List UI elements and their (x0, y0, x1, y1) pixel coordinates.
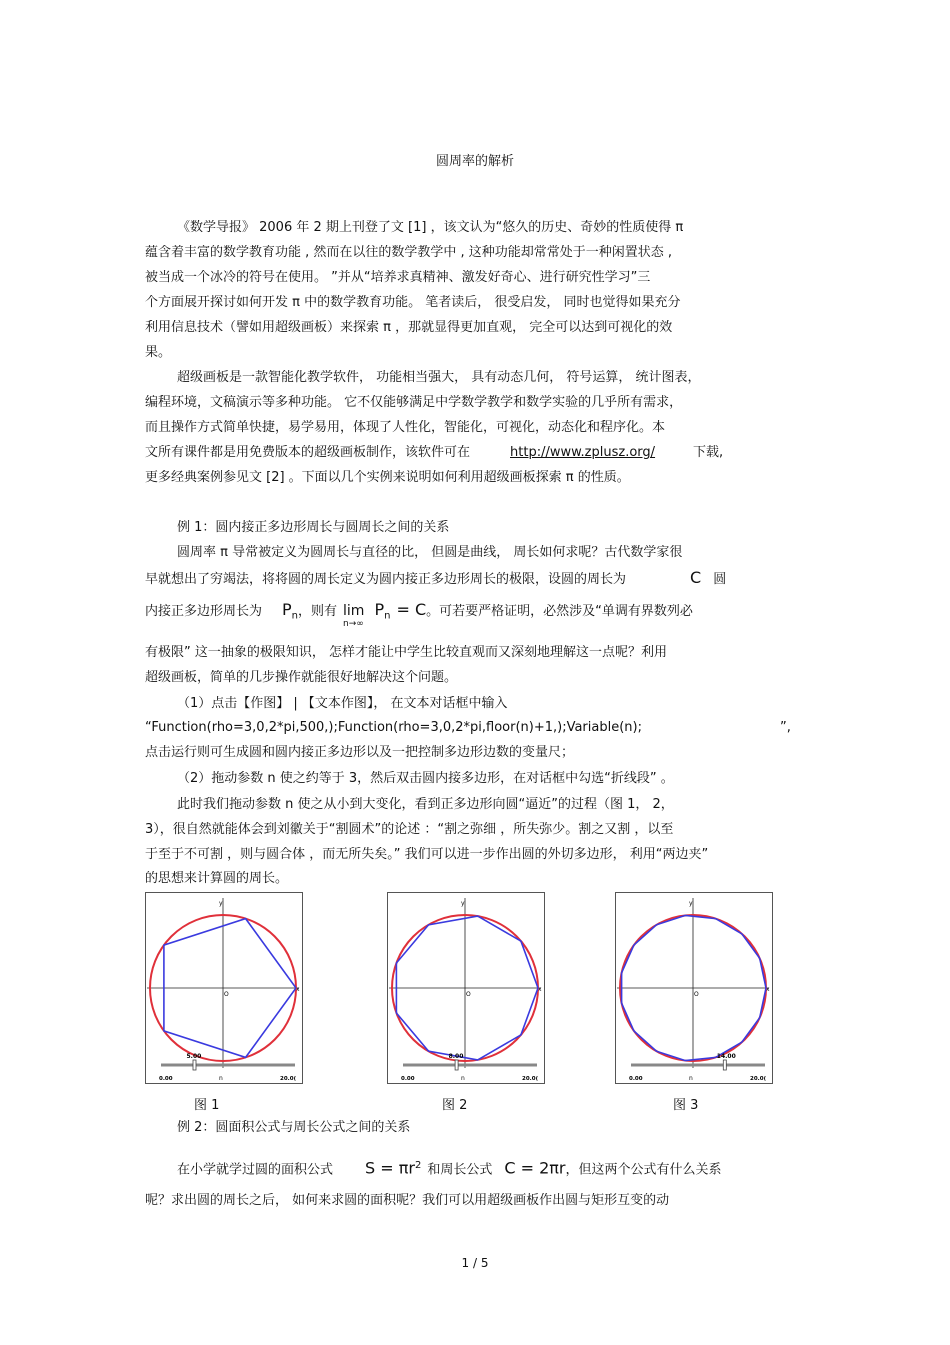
paragraph-text: ，则有 (298, 604, 338, 619)
lim-operator (343, 601, 365, 629)
paragraph-line: 超级画板，简单的几步操作就能很好地解决这个问题。 (145, 670, 458, 685)
code-close-quote: ”, (779, 720, 791, 735)
slider-value: 5.00 (186, 1053, 202, 1060)
paragraph-line: 呢？求出圆的周长之后， 如何来求圆的面积呢？我们可以用超级画板作出圆与矩形互变的动 (145, 1193, 670, 1208)
slider-max-label: 20.0( (750, 1076, 767, 1082)
paragraph-line: 利用信息技术（譬如用超级画板）来探索 π ，那就显得更加直观， 完全可以达到可视化的效 (145, 320, 673, 335)
paragraph-line: 圆周率 π 导常被定义为圆周长与直径的比， 但圆是曲线， 周长如何求呢？古代数学家很 (177, 545, 683, 560)
step-2: （2）拖动参数 n 使之约等于 3，然后双击圆内接多边形，在对话框中勾选“折线段” 。 (177, 771, 674, 786)
formula-line-2 (177, 1155, 810, 1179)
paragraph-text: 圆 (713, 572, 727, 587)
x-axis-label: x (538, 986, 542, 993)
x-axis-label: x (766, 986, 770, 993)
paragraph-line: 于至于不可割 ，则与圆合体 ，而无所失矣。” 我们可以进一步作出圆的外切多边形， 利用“两边夹” (145, 847, 709, 862)
paragraph-line: 蕴含着丰富的数学教育功能 , 然而在以往的数学教学中 , 这种功能却常常处于一种闲置状态 , (145, 245, 673, 260)
y-axis-label: y (689, 900, 693, 907)
paragraph-text: 在小学就学过圆的面积公式 (177, 1162, 334, 1178)
figure-1-polygon-5 (145, 892, 303, 1084)
lim-subscript: n→∞ (343, 619, 364, 629)
paragraph-line: 的思想来计算圆的周长。 (145, 871, 289, 886)
paragraph-text: 文所有课件都是用免费版本的超级画板制作，该软件可在 (145, 445, 471, 460)
slider-knob (193, 1060, 196, 1070)
paragraph-line: 此时我们拖动参数 n 使之从小到大变化，看到正多边形向圆“逼近”的过程（图 1， 2， (177, 797, 674, 812)
slider-min-label: 0.00 (401, 1076, 415, 1082)
step-1: （1）点击【作图】 | 【文本作图】， 在文本对话框中输入 (177, 696, 508, 711)
paragraph-text: 。可若要严格证明，必然涉及“单调有界数列必 (426, 604, 693, 619)
lim-text: lim (343, 603, 365, 619)
slider-max-label: 20.0( (280, 1076, 297, 1082)
paragraph-line (145, 445, 810, 461)
paragraph-line: 超级画板是一款智能化教学软件， 功能相当强大， 具有动态几何， 符号运算， 统计图表， (177, 370, 701, 385)
figure-3-polygon-15 (615, 892, 773, 1084)
figure-1-caption: 图 1 (194, 1098, 220, 1113)
c-symbol: C (690, 570, 702, 587)
example-2-title: 例 2：圆面积公式与周长公式之间的关系 (177, 1120, 411, 1135)
y-axis-label: y (461, 900, 465, 907)
paragraph-line: 果。 (145, 345, 172, 360)
pn-subscript-2: n (384, 610, 391, 622)
pn-subscript: n (291, 610, 299, 622)
paragraph-line: 而且操作方式简单快捷，易学易用，体现了人性化，智能化，可视化，动态化和程序化。本 (145, 420, 666, 435)
area-formula-exponent: 2 (414, 1160, 422, 1171)
paragraph-text: 早就想出了穷竭法，将将圆的周长定义为圆内接正多边形周长的极限，设圆的周长为 (145, 572, 627, 587)
download-text: 下载, (693, 445, 724, 460)
slider-var-label: n (219, 1075, 223, 1082)
y-axis-label: y (219, 900, 223, 907)
area-formula: S = πr (365, 1158, 415, 1178)
figure-3-caption: 图 3 (673, 1098, 699, 1113)
slider-value: 8.00 (448, 1053, 464, 1060)
paragraph-line: 更多经典案例参见文 [2] 。下面以几个实例来说明如何利用超级画板探索 π 的性质。 (145, 470, 630, 485)
paragraph-line (145, 570, 810, 588)
origin-label: O (224, 991, 229, 998)
slider-max-label: 20.0( (522, 1076, 539, 1082)
paragraph-text: 内接正多边形周长为 (145, 604, 263, 619)
code-line (145, 720, 810, 736)
figure-2-caption: 图 2 (442, 1098, 468, 1113)
origin-label: O (694, 991, 699, 998)
slider-value: 14.00 (716, 1053, 736, 1060)
paragraph-line: 3），很自然就能体会到刘徽关于“割圆术”的论述 ：“割之弥细 ，所失弥少。割之又割 ，以至 (145, 822, 674, 837)
website-link[interactable]: http://www.zplusz.org/ (510, 445, 656, 460)
paragraph-line: 个方面展开探讨如何开发 π 中的数学教育功能。 笔者读后， 很受启发， 同时也觉得如果充分 (145, 295, 681, 310)
paragraph-text: 和周长公式 (427, 1162, 493, 1178)
paragraph-text: ，但这两个公式有什么关系 (565, 1162, 722, 1178)
figure-2-polygon-9 (387, 892, 545, 1084)
pn-symbol: P (282, 600, 292, 619)
paragraph-line: 被当成一个冰冷的符号在使用。 ”并从“培养求真精神、激发好奇心、进行研究性学习”三 (145, 270, 651, 285)
page-title: 圆周率的解析 (435, 154, 514, 169)
perimeter-formula: C = 2πr (504, 1158, 566, 1178)
paragraph-line: 《数学导报》 2006 年 2 期上刊登了文 [1] ，该文认为“悠久的历史、奇妙的性质使得 π (177, 220, 684, 235)
x-axis-label: x (296, 986, 300, 993)
paragraph-line: 点击运行则可生成圆和圆内接正多边形以及一把控制多边形边数的变量尺； (145, 745, 575, 760)
formula-line (145, 600, 810, 630)
page-number: 1 / 5 (461, 1256, 489, 1270)
code-text: “Function(rho=3,0,2*pi,500,);Function(rho=3,0,2*pi,floor(n)+1,);Variable(n); (145, 720, 642, 735)
pn-symbol-2: P (374, 600, 385, 619)
equals-c: = C (396, 600, 427, 619)
paragraph-line: 编程环境，文稿演示等多种功能。 它不仅能够满足中学数学教学和数学实验的几乎所有需求， (145, 395, 683, 410)
slider-min-label: 0.00 (159, 1076, 173, 1082)
origin-label: O (466, 991, 471, 998)
paragraph-line: 有极限” 这一抽象的极限知识， 怎样才能让中学生比较直观而又深刻地理解这一点呢？利用 (145, 645, 668, 660)
slider-min-label: 0.00 (629, 1076, 643, 1082)
slider-knob (455, 1060, 458, 1070)
slider-knob (723, 1060, 726, 1070)
slider-var-label: n (689, 1075, 693, 1082)
example-1-title: 例 1：圆内接正多边形周长与圆周长之间的关系 (177, 520, 450, 535)
slider-var-label: n (461, 1075, 465, 1082)
